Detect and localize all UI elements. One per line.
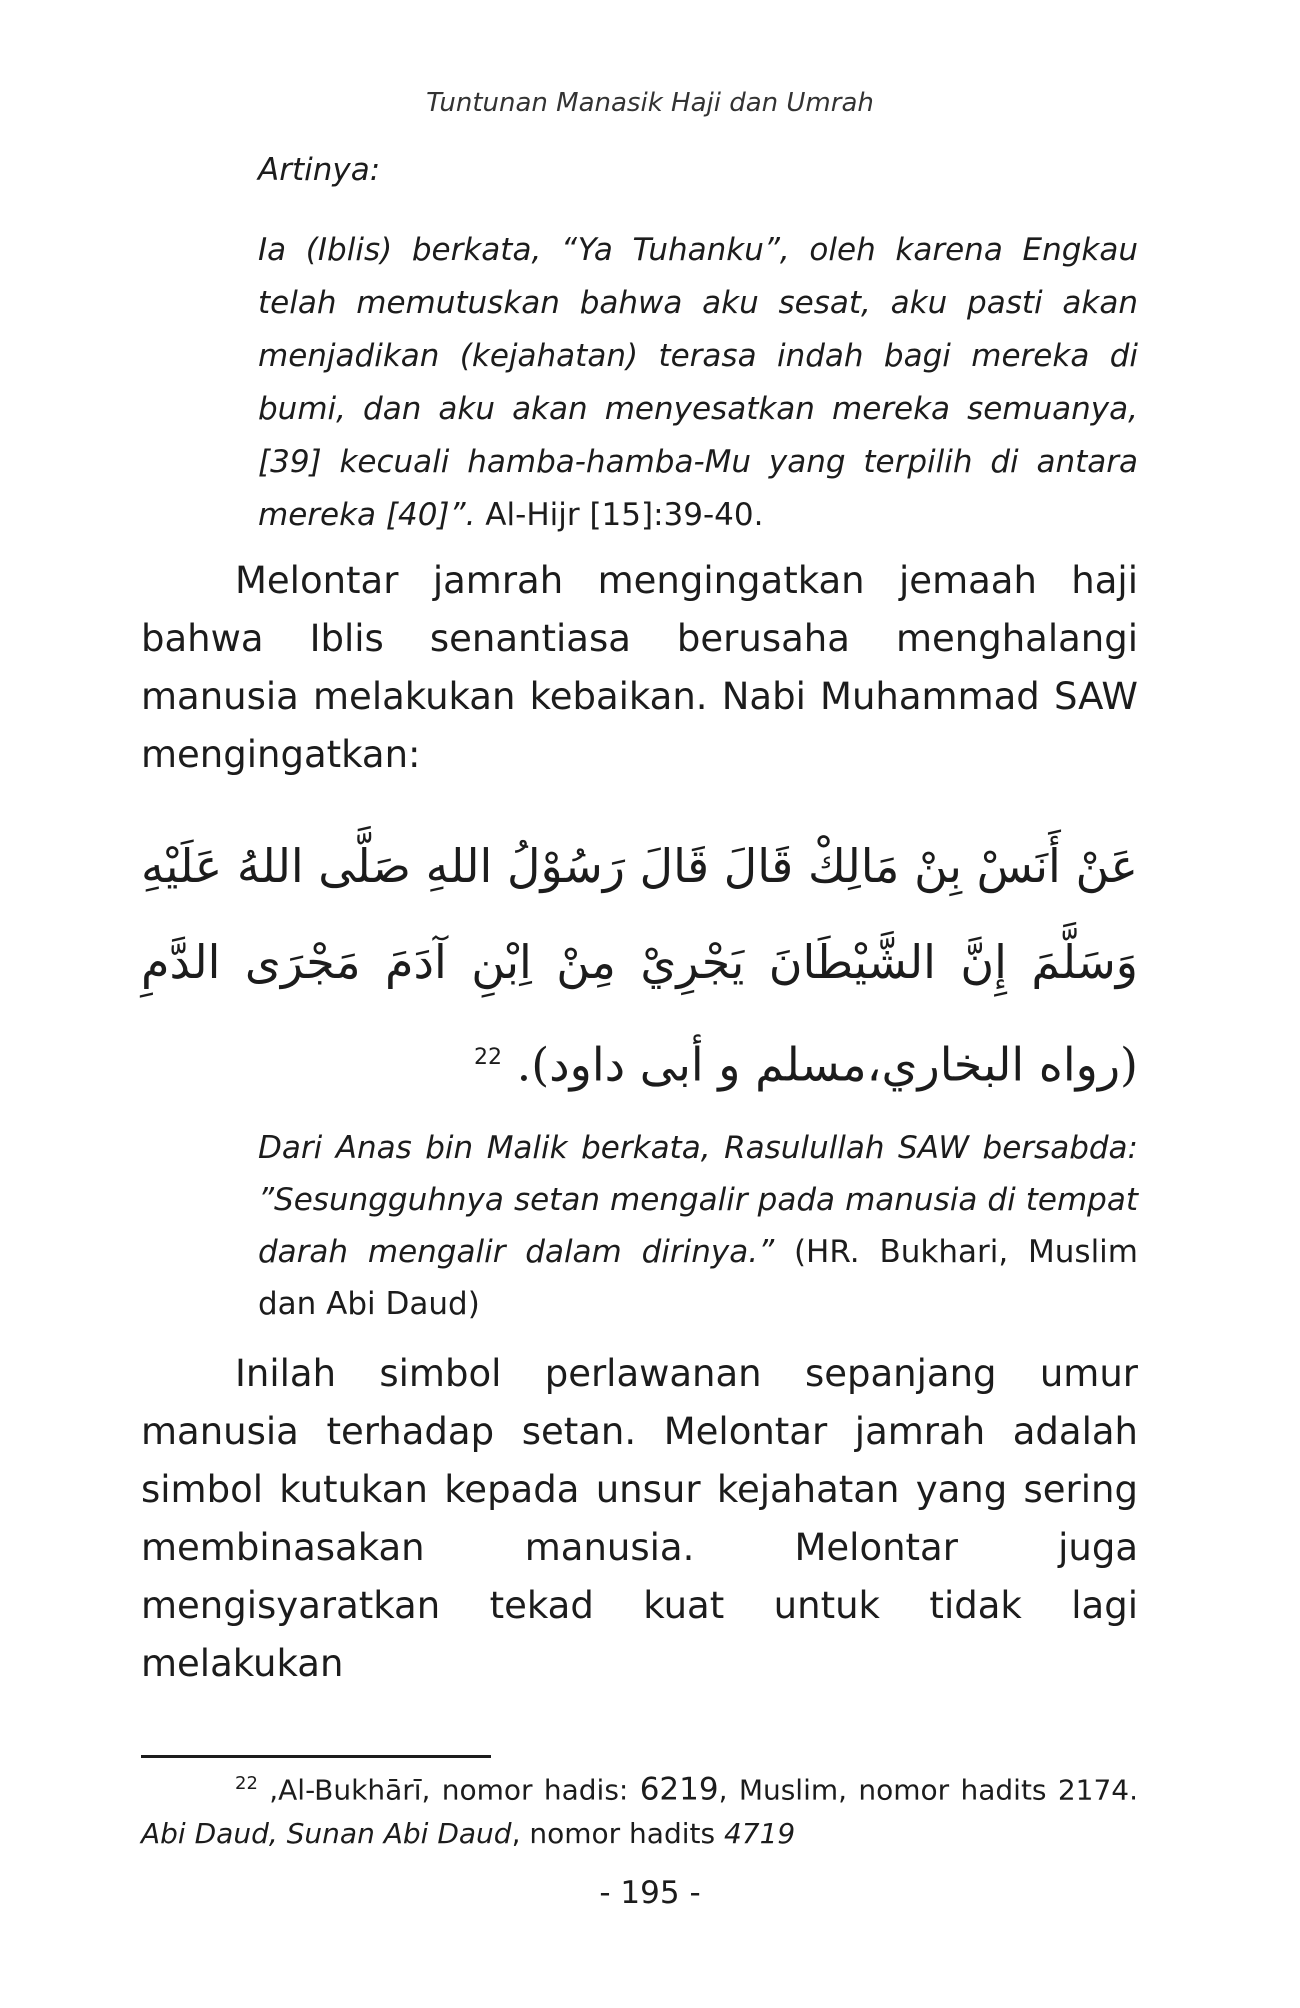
footnote-last-number: 4719 bbox=[723, 1817, 796, 1851]
hadith-arabic-text: عَنْ أَنَسْ بِنْ مَالِكْ قَالَ قَالَ رَسُوْلُ اللهِ صَلَّى اللهُ عَلَيْهِ وَسَلَّمَ إِنَّ الشَّيْطَانَ يَجْرِيْ مِنْ اِبْنِ آدَمَ مَجْرَى الدَّمِ (رواه البخاري،مسلم و أبى داود). bbox=[141, 839, 1138, 1092]
footnote-hadis-number: 6219 bbox=[639, 1771, 719, 1808]
hadith-translation bbox=[258, 1122, 1138, 1330]
quote-reference: Al-Hijr [15]:39-40. bbox=[475, 497, 764, 533]
running-header: Tuntunan Manasik Haji dan Umrah bbox=[426, 88, 874, 118]
quran-translation bbox=[258, 224, 1138, 542]
hadith-source: (HR. Bukhari, Muslim dan Abi Daud) bbox=[258, 1234, 1138, 1322]
hadith-arabic bbox=[141, 818, 1138, 1112]
footnote-italic-source: Abi Daud, Sunan Abi Daud bbox=[141, 1817, 512, 1851]
footnote-part2: , Muslim, nomor hadits 2174. bbox=[718, 1773, 1138, 1807]
hadith-translation-text: Dari Anas bin Malik berkata, Rasulullah SAW bersabda: ”Sesungguhnya setan mengalir pada manusia di tempat darah mengalir dalam dirinya.” bbox=[258, 1130, 1138, 1270]
footnote-reference: 22 bbox=[473, 1045, 502, 1070]
page-number: - 195 - bbox=[599, 1875, 701, 1911]
footnote-number: 22 bbox=[235, 1773, 258, 1794]
footnote-part1: ,Al-Bukhārī, nomor hadis: bbox=[257, 1773, 640, 1807]
paragraph-1: Melontar jamrah mengingatkan jemaah haji bahwa Iblis senantiasa berusaha menghalangi manusia melakukan kebaikan. Nabi Muhammad SAW mengingatkan: bbox=[141, 559, 1138, 776]
footnote-part3: , nomor hadits bbox=[511, 1817, 724, 1851]
translation-label: Artinya: bbox=[258, 152, 381, 188]
footnote bbox=[141, 1762, 1138, 1856]
footnote-divider bbox=[141, 1755, 491, 1758]
paragraph-2: Inilah simbol perlawanan sepanjang umur manusia terhadap setan. Melontar jamrah adalah simbol kutukan kepada unsur kejahatan yang sering membinasakan manusia. Melontar juga mengisyaratkan tekad kuat untuk tidak lagi melakukan bbox=[141, 1352, 1138, 1685]
quote-text: Ia (Iblis) berkata, “Ya Tuhanku”, oleh karena Engkau telah memutuskan bahwa aku sesat, aku pasti akan menjadikan (kejahatan) terasa indah bagi mereka di bumi, dan aku akan menyesatkan mereka semuanya, [39] kecuali hamba-hamba-Mu yang terpilih di antara mereka [40]”. bbox=[258, 232, 1138, 533]
